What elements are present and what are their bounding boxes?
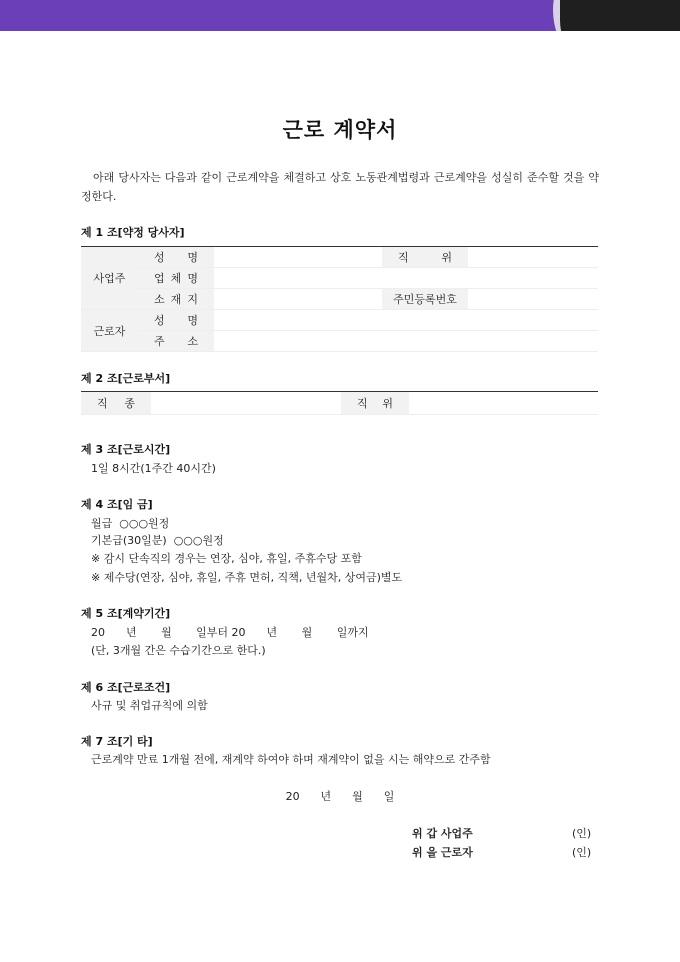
- employer-seal[interactable]: (인): [572, 827, 592, 840]
- employer-signature-label: 위 갑 사업주: [412, 827, 473, 840]
- location-label: 소 재 지: [138, 289, 214, 310]
- employer-position-label: 직 위: [382, 247, 468, 268]
- worker-name-label: 성 명: [138, 310, 214, 331]
- article-2-heading: 제 2 조[근로부서]: [81, 372, 171, 385]
- worker-seal[interactable]: (인): [572, 846, 592, 859]
- employer-name-value[interactable]: [214, 247, 382, 268]
- job-type-label: 직 종: [81, 392, 151, 415]
- employer-label: 사업주: [81, 247, 138, 310]
- banner-dark-decoration: [560, 0, 680, 31]
- parties-table: [81, 246, 598, 352]
- article-5-heading: 제 5 조[계약기간]: [81, 607, 171, 620]
- company-name-label: 업 체 명: [138, 268, 214, 289]
- employer-name-label: 성 명: [138, 247, 214, 268]
- rrn-value[interactable]: [468, 289, 598, 310]
- rrn-label: 주민등록번호: [382, 289, 468, 310]
- article-3-heading: 제 3 조[근로시간]: [81, 443, 171, 456]
- company-name-value[interactable]: [214, 268, 598, 289]
- article-1-heading: 제 1 조[약정 당사자]: [81, 226, 185, 239]
- probation-note: (단, 3개월 간은 수습기간으로 한다.): [91, 644, 266, 657]
- wage-monthly: 월급 ○○○원정: [91, 517, 170, 530]
- working-conditions-text: 사규 및 취업규칙에 의함: [91, 699, 208, 712]
- worker-label: 근로자: [81, 310, 138, 352]
- dept-position-value[interactable]: [409, 392, 598, 415]
- worker-signature-label: 위 을 근로자: [412, 846, 473, 859]
- worker-address-label: 주 소: [138, 331, 214, 352]
- article-7-heading: 제 7 조[기 타]: [81, 735, 153, 748]
- dept-position-label: 직 위: [341, 392, 409, 415]
- wage-note-2: ※ 제수당(연장, 심야, 휴일, 주휴 면허, 직책, 년월차, 상여금)별도: [91, 571, 403, 584]
- document-title: 근로 계약서: [282, 118, 398, 142]
- job-type-value[interactable]: [151, 392, 341, 415]
- worker-address-value[interactable]: [214, 331, 598, 352]
- contract-date: 20 년 월 일: [285, 790, 395, 803]
- department-table: [81, 391, 598, 415]
- intro-paragraph: 아래 당사자는 다음과 같이 근로계약을 체결하고 상호 노동관계법령과 근로계약을 성실히 준수할 것을 약정한다.: [81, 171, 599, 203]
- article-6-heading: 제 6 조[근로조건]: [81, 681, 171, 694]
- wage-base: 기본급(30일분) ○○○원정: [91, 534, 224, 547]
- article-4-heading: 제 4 조[임 금]: [81, 498, 153, 511]
- header-banner: [0, 0, 680, 31]
- location-value[interactable]: [214, 289, 382, 310]
- other-terms-text: 근로계약 만료 1개월 전에, 재계약 하여야 하며 재계약이 없을 시는 해약으로 간주함: [91, 753, 491, 766]
- wage-note-1: ※ 감시 단속직의 경우는 연장, 심야, 휴일, 주휴수당 포함: [91, 552, 362, 565]
- employer-position-value[interactable]: [468, 247, 598, 268]
- contract-period: 20 년 월 일부터 20 년 월 일까지: [91, 626, 369, 639]
- worker-name-value[interactable]: [214, 310, 598, 331]
- working-hours-text: 1일 8시간(1주간 40시간): [91, 462, 216, 475]
